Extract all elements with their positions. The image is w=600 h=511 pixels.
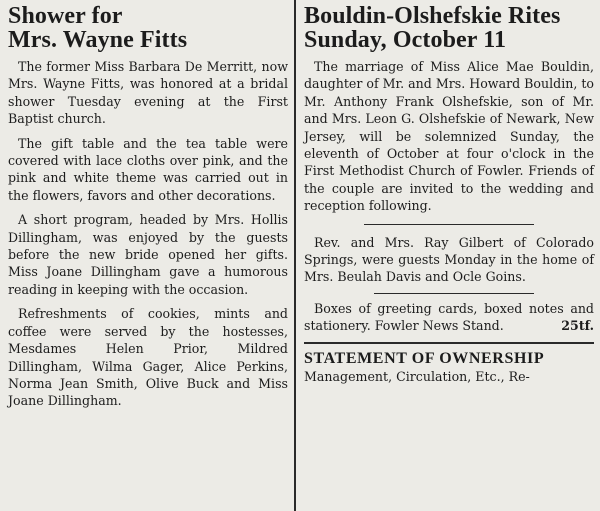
- wedding-headline: [304, 4, 594, 52]
- shower-headline-line2: Mrs. Wayne Fitts: [8, 27, 188, 53]
- shower-paragraph-3: A short program, headed by Mrs. Hollis Dillingham, was enjoyed by the guests before the new bride opened her gifts. Miss Joane Dillingham gave a humorous reading in keeping with the occasion.: [8, 212, 288, 297]
- wedding-headline-line1: Bouldin-Olshefskie Rites: [304, 3, 561, 29]
- ad-paragraph: [304, 300, 594, 335]
- right-column: [304, 0, 594, 385]
- visitor-paragraph: Rev. and Mrs. Ray Gilbert of Colorado Springs, were guests Monday in the home of Mrs. Beulah Davis and Ocle Goins.: [304, 234, 594, 285]
- ad-price: 25tf.: [561, 318, 594, 334]
- statement-top-rule: [304, 342, 594, 344]
- wedding-paragraph: The marriage of Miss Alice Mae Bouldin, daughter of Mr. and Mrs. Howard Bouldin, to Mr. Anthony Frank Olshefskie, son of Mr. and Mrs. Leon G. Olshefskie of Newark, New Jersey, will be solemnized Sunday, the eleventh of October at four o'clock in the First Methodist Church of Fowler. Friends of the couple are invited to the wedding and reception following.: [304, 59, 595, 214]
- shower-paragraph-2: The gift table and the tea table were covered with lace cloths over pink, and the pink and white theme was carried out in the flowers, favors and other decorations.: [8, 135, 288, 203]
- left-column: [8, 0, 288, 417]
- divider-rule-2: [374, 293, 534, 294]
- statement-headline: STATEMENT OF OWNERSHIP: [304, 349, 545, 367]
- column-divider: [294, 0, 296, 511]
- statement-subline: Management, Circulation, Etc., Re-: [304, 368, 530, 384]
- shower-headline: [8, 4, 288, 52]
- shower-headline-line1: Shower for: [8, 3, 123, 29]
- ad-text: Boxes of greeting cards, boxed notes and stationery. Fowler News Stand.: [304, 300, 594, 334]
- wedding-headline-line2: Sunday, October 11: [304, 27, 507, 53]
- divider-rule-1: [364, 224, 534, 225]
- shower-paragraph-1: The former Miss Barbara De Merritt, now Mrs. Wayne Fitts, was honored at a bridal shower Tuesday evening at the First Baptist church.: [8, 59, 288, 127]
- shower-paragraph-4: Refreshments of cookies, mints and coffee were served by the hostesses, Mesdames Helen Prior, Mildred Dillingham, Wilma Gager, Alice Perkins, Norma Jean Smith, Olive Buck and Miss Joane Dillingham.: [8, 306, 288, 409]
